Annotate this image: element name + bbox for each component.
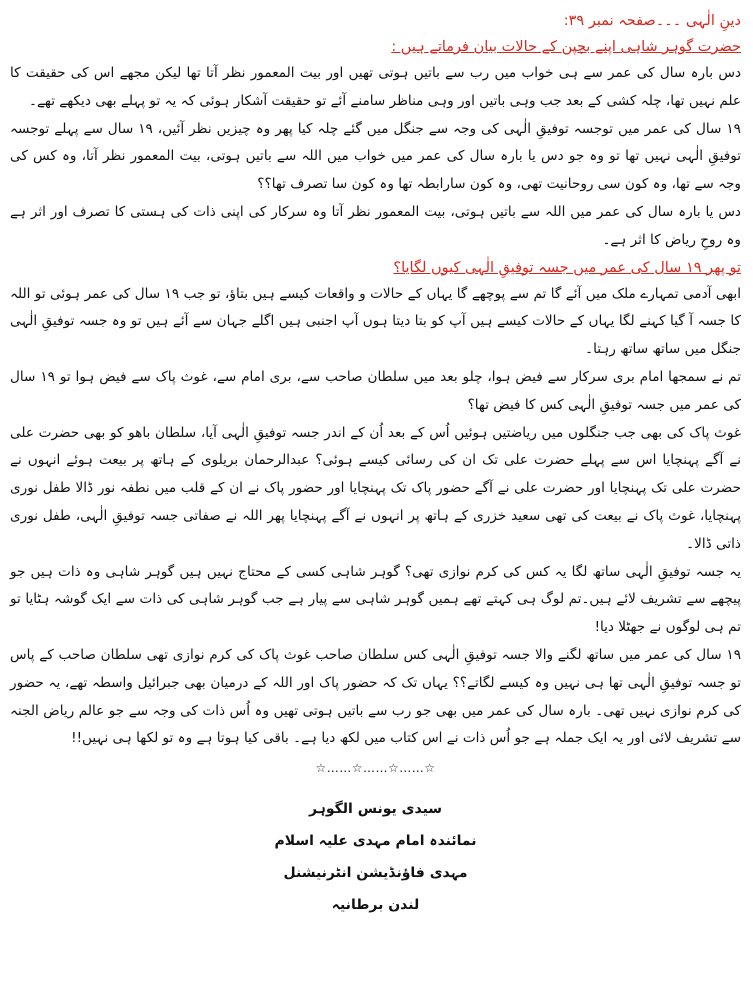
organization-name: مہدی فاؤنڈیشن انٹرنیشنل (283, 865, 468, 882)
question-heading: تو پھر ۱۹ سال کی عمر میں جسہ توفیقِ الٰہی کیوں لگایا؟ (393, 259, 741, 276)
paragraph: تم نے سمجھا امام بری سرکار سے فیض ہوا، چلو بعد میں سلطان صاحب سے، بری امام سے، غوث پاک سے فیض ہوا تو ۱۹ سال کی عمر میں جسہ توفیقِ الٰہی کس کا فیض تھا؟ (10, 368, 741, 413)
section-subtitle: حضرت گوہر شاہی اپنے بچپن کے حالات بیان فرماتے ہیں : (391, 39, 741, 55)
paragraph: ۱۹ سال کی عمر میں ساتھ لگنے والا جسہ توفیقِ الٰہی کس سلطان صاحب غوث پاک کی کرم نوازی تھی سلطان صاحب کے پاس تو جسہ توفیقِ الٰہی تھا ہی نہیں وہ کیسے لگاتے؟؟ یہاں تک کہ حضور پاک اور اللہ کے درمیان بھی جبرائیل واسطہ تھے، یہ حضور کی کرم نوازی نہیں تھی۔ بارہ سال کی عمر میں بھی جو رب سے باتیں ہوتی تھیں وہ اُس ذات کی وجہ سے جو عالم ریاض الجنہ سے تشریف لائی اور یہ ایک جملہ ہے جو اُس ذات نے اس کتاب میں لکھ دیا ہے۔ باقی کیا ہوتا ہے وہ تو لکھا ہی نہیں!! (10, 646, 741, 747)
signature-block (10, 757, 741, 921)
location: لندن برطانیہ (331, 897, 420, 914)
paragraph: یہ جسہ توفیقِ الٰہی ساتھ لگا یہ کس کی کرم نوازی تھی؟ گوہر شاہی کسی کے محتاج نہیں ہیں گوہر شاہی وہ ذات ہیں جو پیچھے سے تشریف لائے ہیں۔تم لوگ ہی کہتے تھے ہمیں گوہر شاہی سے پیار ہے جب گوہر شاہی کی ذات سے ایک گوشہ ہٹایا تو تم ہی لوگوں نے جھٹلا دیا! (10, 563, 741, 636)
star-divider: ☆……☆……☆……☆ (315, 761, 436, 776)
author-role: نمائندہ امام مہدی علیہ اسلام (274, 833, 477, 850)
paragraph: ابھی آدمی تمہارے ملک میں آئے گا تم سے پوچھے گا یہاں کے حالات و واقعات کیسے ہیں بتاؤ، تو جب ۱۹ سال کی عمر ہوئی تو اللہ کا جسہ آ گیا کہنے لگا یہاں کے حالات کیسے ہیں آپ کو بتا دیتا ہوں آپ اجنبی ہیں اگلے جہان سے آئے ہیں تو وہ جسہ توفیقِ الٰہی جنگل میں ساتھ ساتھ رہتا۔ (10, 285, 741, 358)
page-title: دینِ الٰہی ۔۔۔صفحہ نمبر ۳۹: (563, 13, 741, 29)
author-name: سیدی یونس الگوہر (308, 801, 443, 818)
paragraph: غوث پاک کی بھی جب جنگلوں میں ریاضتیں ہوئیں اُس کے بعد اُن کے اندر جسہ توفیقِ الٰہی آیا، سلطان باھو کو بھی حضرت علی نے آگے پہنچایا اس سے پہلے حضرت علی تک ان کی رسائی کیسے ہوئی؟ عبدالرحمان بریلوی کے ہاتھ پر بیعت ہوئے انہوں نے حضرت علی تک پہنچایا اور حضرت علی نے آگے حضور پاک تک پہنچایا اور حضور پاک نے ان کے قلب میں نطفہ نور ڈالا طفل نوری پہنچایا، غوث پاک نے بیعت کی تھی سعید خزری کے ہاتھ پر انہوں نے آگے پہنچایا پھر اللہ نے صفاتی جسہ توفیقِ الٰہی، طفل نوری ذاتی ڈالا۔ (10, 424, 741, 552)
paragraph: ۱۹ سال کی عمر میں توجسہ توفیقِ الٰہی کی وجہ سے جنگل میں گئے چلہ کیا پھر وہ چیزیں نظر آئیں، ۱۹ سال سے پہلے توجسہ توفیقِ الٰہی نہیں تھا تو وہ جو دس یا بارہ سال کی عمر میں خواب میں اللہ سے باتیں ہوتی، بیت المعمور نظر آتا، وہ کس کی وجہ سے تھا، وہ کون سی روحانیت تھی، وہ کون سارابطہ تھا وہ کون سا تصرف تھا؟؟ (10, 120, 741, 193)
paragraph: دس بارہ سال کی عمر سے ہی خواب میں رب سے باتیں ہوتی تھیں اور بیت المعمور نظر آتا تھا لیکن مجھے اس کی حقیقت کا علم نہیں تھا، چلہ کشی کے بعد جب وہی باتیں اور وہی مناظر سامنے آئے تو حقیقت آشکار ہوئی کہ یہ تو پہلے بھی دیکھے تھے۔ (10, 65, 741, 109)
paragraph: دس یا بارہ سال کی عمر میں اللہ سے باتیں ہوتی، بیت المعمور نظر آتا وہ سرکار کی اپنی ذات کی ہستی کا تصرف اور اثر ہے وہ روحِ ریاض کا اثر ہے۔ (10, 203, 741, 248)
